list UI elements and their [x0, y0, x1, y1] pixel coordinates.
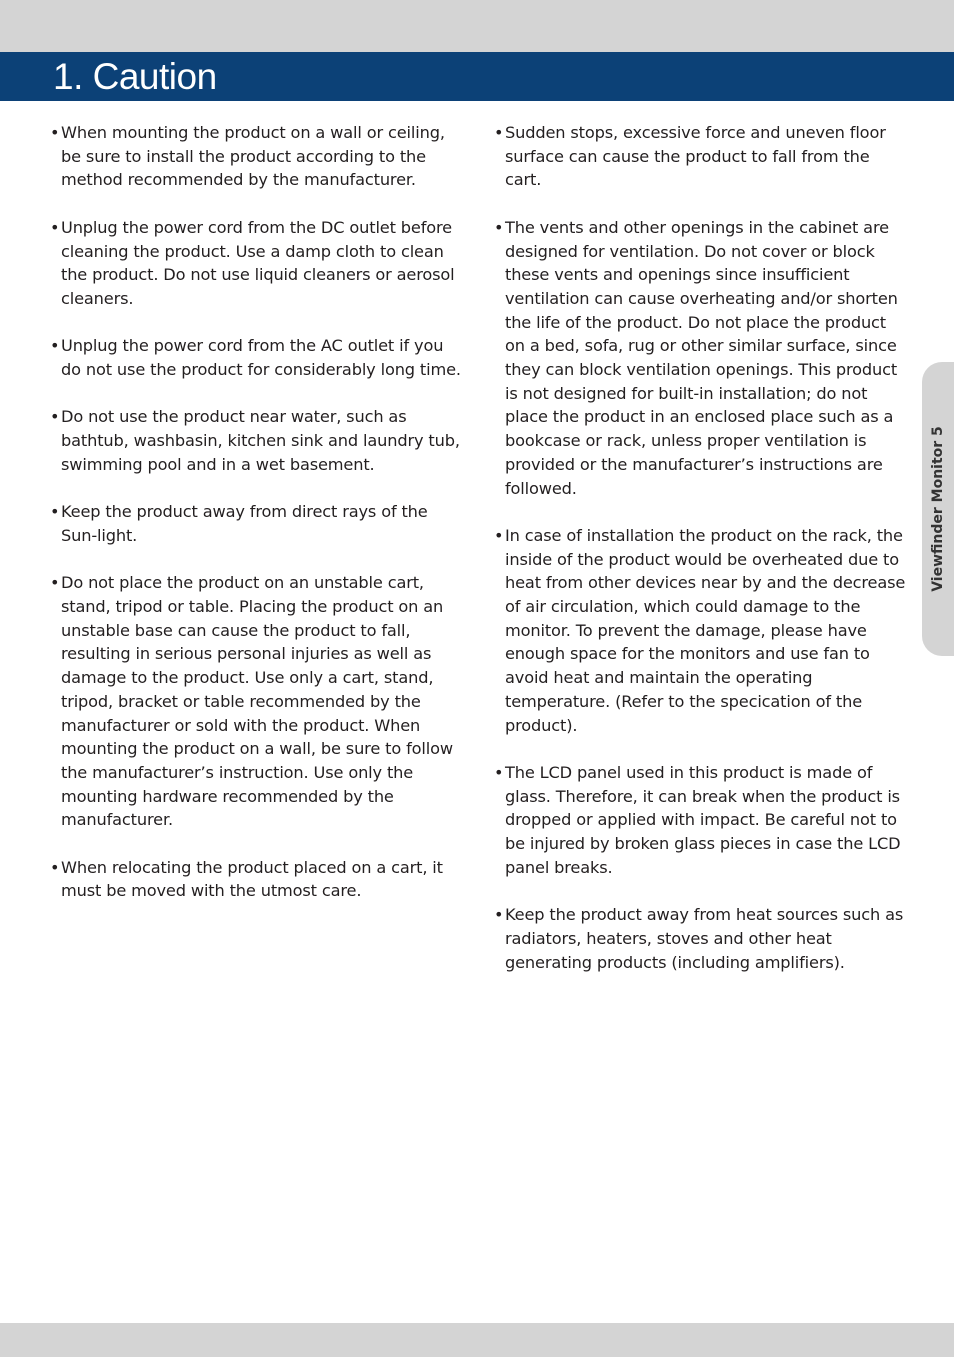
caution-text: Sudden stops, excessive force and uneven floor surface can cause the product to fall from the cart. [505, 123, 886, 190]
caution-text: When mounting the product on a wall or ceiling, be sure to install the product according to the method recommended by the manufacturer. [61, 123, 445, 190]
bullet-icon: • [50, 407, 60, 427]
title-bar [0, 52, 954, 101]
bullet-icon: • [50, 502, 60, 522]
caution-text: Unplug the power cord from the DC outlet before cleaning the product. Use a damp cloth to clean the product. Do not use liquid cleaners or aerosol cleaners. [61, 217, 455, 308]
bullet-icon: • [50, 123, 60, 142]
caution-item [50, 334, 464, 381]
caution-item [50, 571, 464, 832]
bottom-band [0, 1323, 954, 1357]
bullet-icon: • [494, 905, 504, 925]
bullet-icon: • [494, 123, 504, 142]
bullet-icon: • [50, 857, 60, 877]
bullet-icon: • [50, 217, 60, 237]
caution-text: The LCD panel used in this product is made of glass. Therefore, it can break when the product is dropped or applied with impact. Be careful not to be injured by broken glass pieces in case the LCD panel breaks. [505, 762, 901, 877]
caution-item [50, 500, 464, 547]
bullet-icon: • [494, 525, 504, 545]
page-label: Viewfinder Monitor 5 [930, 426, 946, 592]
caution-item [50, 216, 464, 311]
caution-text: Do not use the product near water, such as bathtub, washbasin, kitchen sink and laundry tub, swimming pool and in a wet basement. [61, 407, 460, 474]
caution-item [50, 856, 464, 903]
caution-text: When relocating the product placed on a cart, it must be moved with the utmost care. [61, 857, 443, 901]
bullet-icon: • [494, 217, 504, 237]
caution-item [494, 121, 906, 192]
top-band [0, 0, 954, 52]
bullet-icon: • [494, 762, 504, 782]
caution-item [50, 121, 464, 192]
caution-item [494, 216, 906, 500]
caution-text: Do not place the product on an unstable cart, stand, tripod or table. Placing the product on an unstable base can cause the product to fall, resulting in serious personal injuries as well as damage to the product. Use only a cart, stand, tripod, bracket or table recommended by the manufacturer or sold with the product. When mounting the product on a wall, be sure to follow the manufacturer’s instruction. Use only the mounting hardware recommended by the manufacturer. [61, 573, 453, 830]
bullet-icon: • [50, 573, 60, 593]
caution-text: Keep the product away from heat sources such as radiators, heaters, stoves and other heat generating products (including amplifiers). [505, 905, 904, 972]
caution-item [494, 524, 906, 737]
side-tab [922, 362, 954, 656]
caution-item [494, 903, 906, 974]
page-title: 1. Caution [53, 56, 217, 97]
caution-text: Unplug the power cord from the AC outlet if you do not use the product for considerably long time. [61, 336, 461, 379]
caution-item [494, 761, 906, 880]
caution-text: In case of installation the product on the rack, the inside of the product would be overheated due to heat from other devices near by and the decrease of air circulation, which could damage to the monitor. To prevent the damage, please have enough space for the monitors and use fan to avoid heat and maintain the operating temperature. (Refer to the specication of the product). [505, 525, 906, 735]
caution-item [50, 405, 464, 476]
caution-list-left [50, 121, 464, 927]
bullet-icon: • [50, 336, 60, 356]
caution-list-right [494, 121, 906, 998]
caution-text: Keep the product away from direct rays of the Sun-light. [61, 502, 428, 545]
caution-text: The vents and other openings in the cabinet are designed for ventilation. Do not cover or block these vents and openings since insufficient ventilation can cause overheating and/or shorten the life of the product. Do not place the product on a bed, sofa, rug or other similar surface, since they can block ventilation openings. This product is not designed for built-in installation; do not place the product in an enclosed place such as a bookcase or rack, unless proper ventilation is provided or the manufacturer’s instructions are followed. [505, 217, 898, 498]
